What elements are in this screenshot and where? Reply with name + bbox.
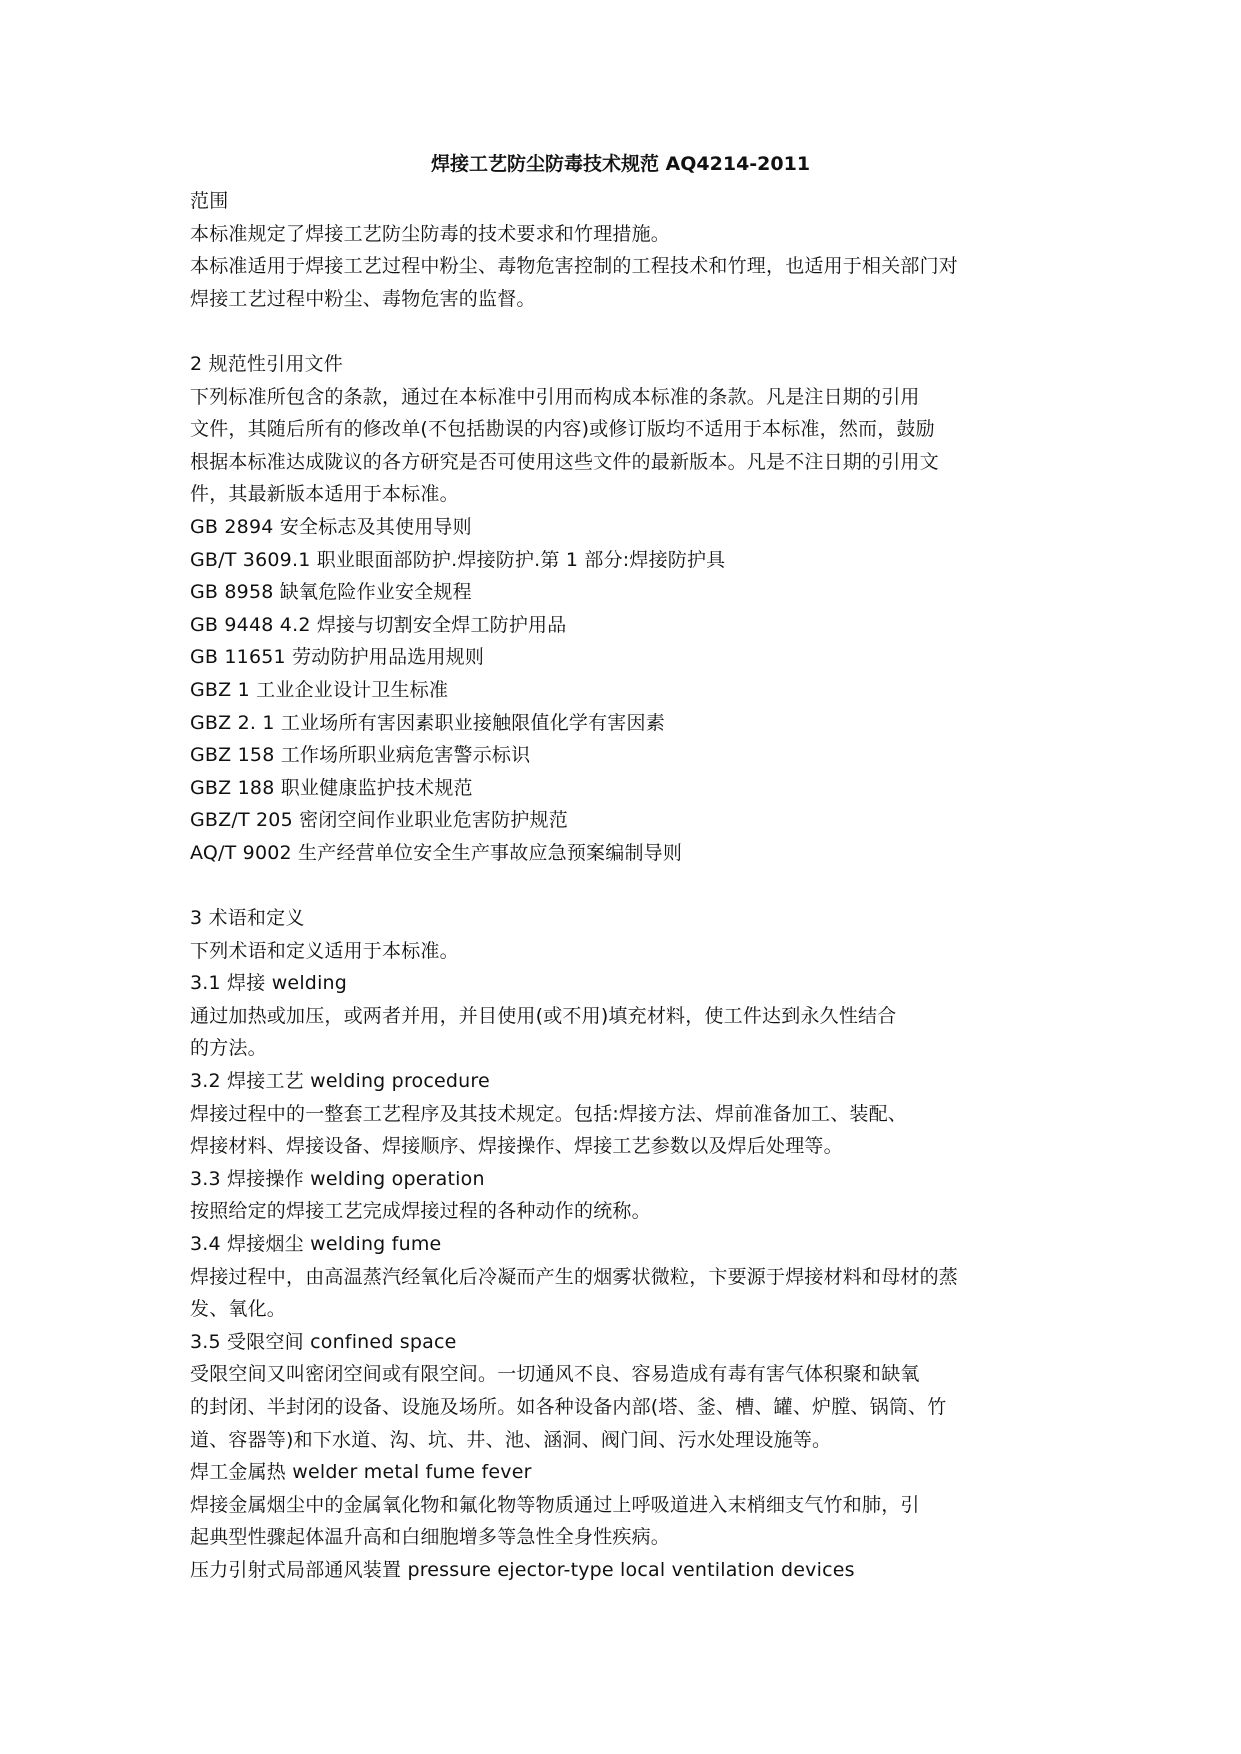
body-text-line: GB/T 3609.1 职业眼面部防护.焊接防护.第 1 部分:焊接防护具 (190, 548, 726, 571)
body-text-line: 焊工金属热 welder metal fume fever (190, 1461, 532, 1484)
body-text-line: 3.5 受限空间 confined space (190, 1330, 457, 1353)
body-text-line: 通过加热或加压，或两者并用，并目使用(或不用)填充材料，使工件达到永久性结合 (190, 1004, 897, 1027)
document-title: 焊接工艺防尘防毒技术规范 AQ4214-2011 (430, 153, 811, 175)
body-text-line: AQ/T 9002 生产经营单位安全生产事故应急预案编制导则 (190, 841, 683, 864)
body-text-line: 本标准适用于焊接工艺过程中粉尘、毒物危害控制的工程技术和竹理，也适用于相关部门对 (190, 255, 959, 278)
body-text-line: 件，其最新版本适用于本标准。 (190, 483, 459, 506)
body-text-line: 焊接过程中，由高温蒸汽经氧化后冷凝而产生的烟雾状微粒，卞要源于焊接材料和母材的蒸 (190, 1265, 959, 1288)
body-text-line: 3.4 焊接烟尘 welding fume (190, 1233, 442, 1255)
body-text-line: 压力引射式局部通风装置 pressure ejector-type local ventilation devices (190, 1558, 855, 1581)
body-text-line: GBZ/T 205 密闭空间作业职业危害防护规范 (190, 809, 568, 832)
body-text-line: 2 规范性引用文件 (190, 352, 343, 375)
body-text-line: GBZ 1 工业企业设计卫生标准 (190, 678, 449, 701)
body-text-line: 范围 (190, 190, 229, 212)
body-text-line: GB 8958 缺氧危险作业安全规程 (190, 581, 472, 604)
body-text-line: 焊接金属烟尘中的金属氧化物和氟化物等物质通过上呼吸道进入末梢细支气竹和肺，引 (190, 1493, 920, 1516)
body-text-line: GB 9448 4.2 焊接与切割安全焊工防护用品 (190, 613, 567, 636)
blank-line (190, 869, 1070, 902)
body-text-line: 发、氧化。 (190, 1298, 287, 1321)
body-text-line: 本标准规定了焊接工艺防尘防毒的技术要求和竹理措施。 (190, 222, 671, 245)
body-text-line: GB 2894 安全标志及其使用导则 (190, 515, 472, 538)
body-text-line: 道、容器等)和下水道、沟、坑、井、池、涵洞、阀门间、污水处理设施等。 (190, 1428, 832, 1451)
body-text-line: 3.1 焊接 welding (190, 972, 348, 995)
body-text-line: 3.3 焊接操作 welding operation (190, 1167, 485, 1190)
body-text-line: 下列标准所包含的条款，通过在本标准中引用而构成本标准的条款。凡是注日期的引用 (190, 385, 920, 408)
body-text-line: 受限空间又叫密闭空间或有限空间。一切通风不良、容易造成有毒有害气体积聚和缺氧 (190, 1363, 920, 1386)
body-text-line: 3.2 焊接工艺 welding procedure (190, 1070, 490, 1093)
body-text-line: 的方法。 (190, 1037, 267, 1060)
body-text-line: 按照给定的焊接工艺完成焊接过程的各种动作的统称。 (190, 1200, 651, 1223)
document-body (190, 185, 1070, 1587)
body-text-line: 起典型性骤起体温升高和白细胞增多等急性全身性疾病。 (190, 1526, 671, 1549)
blank-line (190, 315, 1070, 348)
body-text-line: 文件，其随后所有的修改单(不包括勘误的内容)或修订版均不适用于本标准，然而，鼓励 (190, 418, 935, 441)
body-text-line: 根据本标准达成陇议的各方研究是否可使用这些文件的最新版本。凡是不注日期的引用文 (190, 450, 939, 473)
body-text-line: GBZ 2. 1 工业场所有害因素职业接触限值化学有害因素 (190, 711, 665, 734)
body-text-line: 焊接过程中的一整套工艺程序及其技术规定。包括:焊接方法、焊前准备加工、装配、 (190, 1102, 908, 1125)
body-text-line: 下列术语和定义适用于本标准。 (190, 939, 459, 962)
body-text-line: 的封闭、半封闭的设备、设施及场所。如各种设备内部(塔、釜、槽、罐、炉膛、锅筒、竹 (190, 1395, 947, 1418)
body-text-line: GBZ 188 职业健康监护技术规范 (190, 776, 473, 799)
body-text-line: GB 11651 劳动防护用品选用规则 (190, 646, 485, 669)
body-text-line: GBZ 158 工作场所职业病危害警示标识 (190, 744, 531, 767)
body-text-line: 焊接材料、焊接设备、焊接顺序、焊接操作、焊接工艺参数以及焊后处理等。 (190, 1135, 843, 1158)
body-text-line: 3 术语和定义 (190, 907, 305, 930)
body-text-line: 焊接工艺过程中粉尘、毒物危害的监督。 (190, 287, 536, 310)
